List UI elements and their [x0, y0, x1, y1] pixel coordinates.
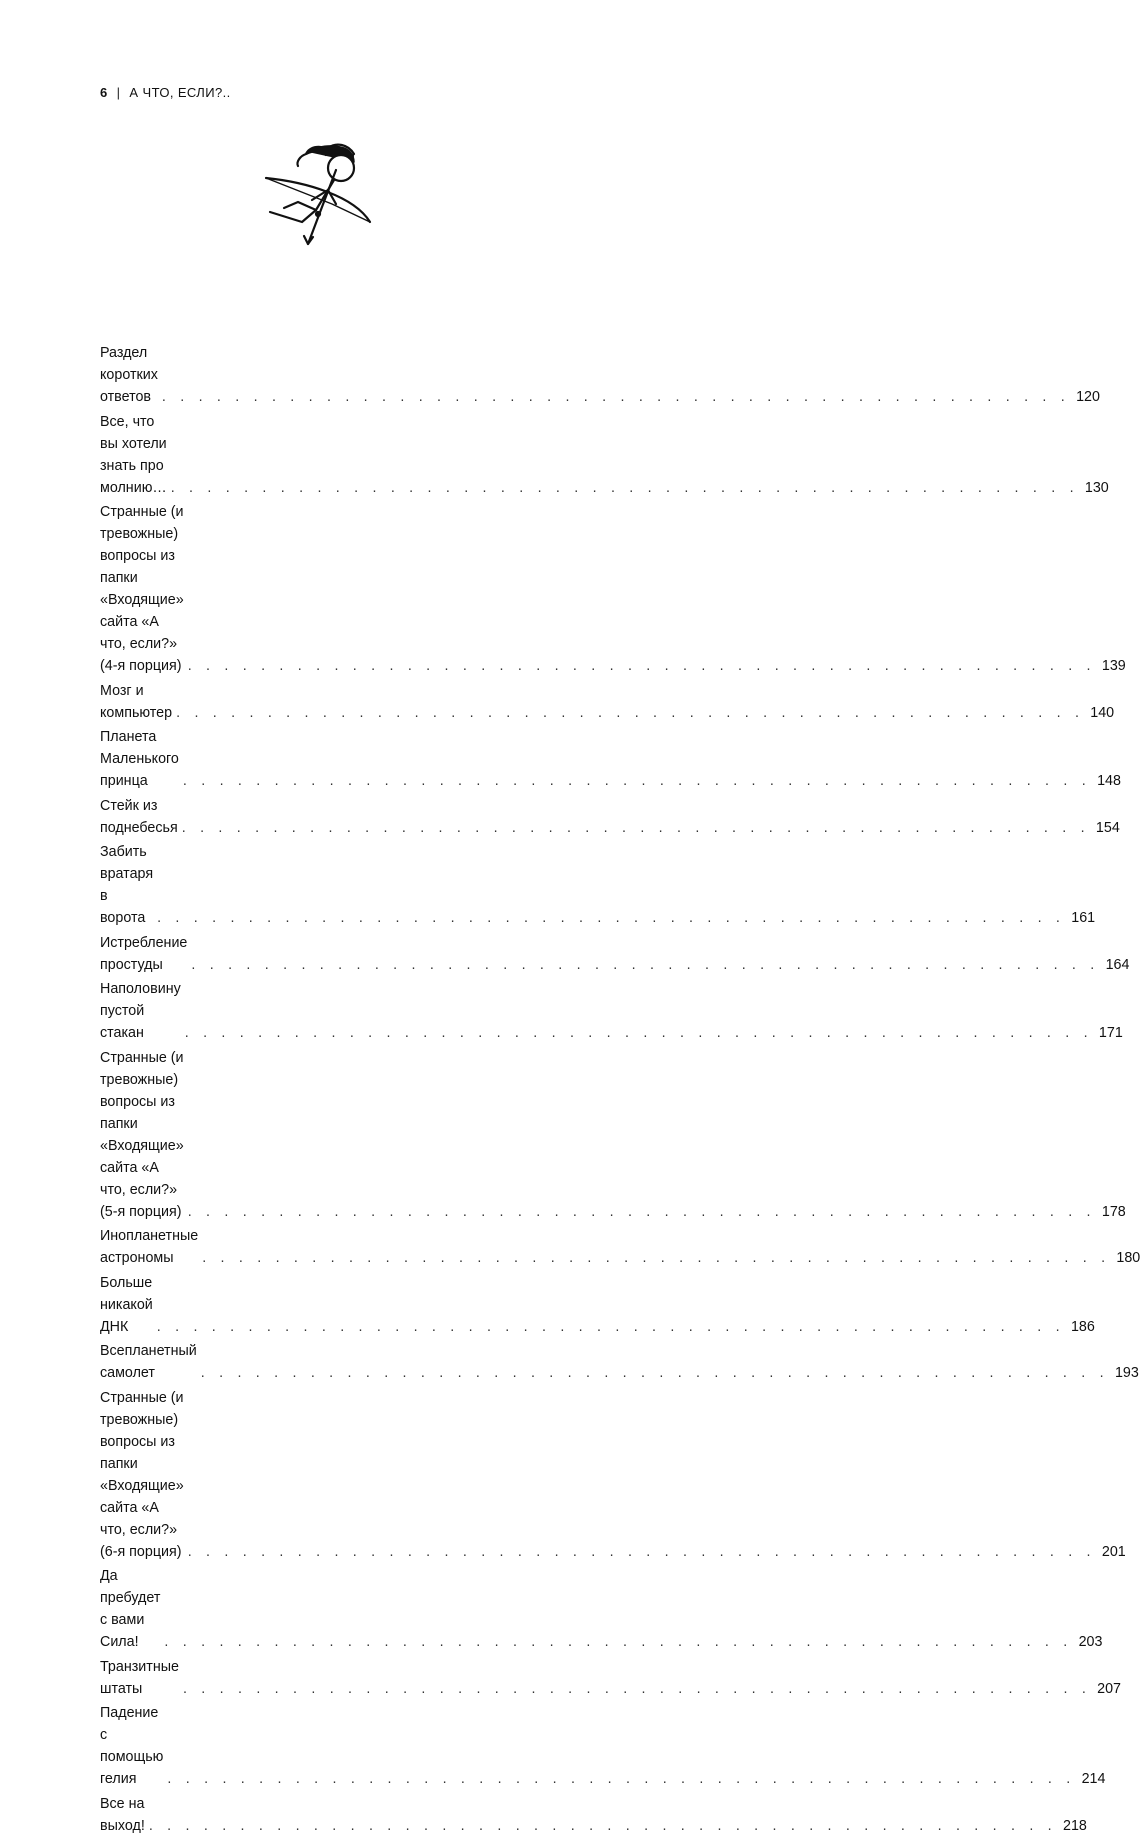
toc-entry	[100, 1225, 1140, 1269]
toc-entry	[100, 501, 1126, 677]
toc-dot-leader: . . . . . . . . . . . . . . . . . . . . . . . . . . . . . . . . . . . . . . . . . . . . . . . . . .	[161, 389, 1070, 405]
toc-entry	[100, 795, 1120, 839]
toc-entry	[100, 1272, 1095, 1338]
toc-entry-page: 161	[1071, 910, 1096, 926]
toc-dot-leader: . . . . . . . . . . . . . . . . . . . . . . . . . . . . . . . . . . . . . . . . . . . . . . . . . .	[176, 704, 1085, 721]
toc-dot-leader: . . . . . . . . . . . . . . . . . . . . . . . . . . . . . . . . . . . . . . . . . . . . . . . . . .	[181, 819, 1090, 836]
toc-entry-page: 203	[1078, 1634, 1103, 1650]
toc-dot-leader: . . . . . . . . . . . . . . . . . . . . . . . . . . . . . . . . . . . . . . . . . . . . . . . . . .	[148, 1817, 1057, 1834]
toc-entry-title: Планета Маленького принца	[100, 729, 179, 789]
toc-dot-leader: . . . . . . . . . . . . . . . . . . . . . . . . . . . . . . . . . . . . . . . . . . . . . . . . . .	[187, 658, 1096, 674]
toc-dot-leader: . . . . . . . . . . . . . . . . . . . . . . . . . . . . . . . . . . . . . . . . . . . . . . . . . .	[184, 1025, 1093, 1041]
stick-figure-archer-illustration	[236, 130, 386, 255]
toc-entry-title: Больше никакой ДНК	[100, 1274, 153, 1335]
toc-entry-page: 193	[1114, 1365, 1139, 1381]
toc-entry	[100, 342, 1100, 408]
toc-entry	[100, 978, 1123, 1044]
toc-entry-title: Раздел коротких ответов	[100, 345, 158, 405]
toc-dot-leader: . . . . . . . . . . . . . . . . . . . . . . . . . . . . . . . . . . . . . . . . . . . . . . . . . .	[167, 1771, 1076, 1787]
toc-entry-title: Все на выход!	[100, 1795, 145, 1834]
toc-dot-leader: . . . . . . . . . . . . . . . . . . . . . . . . . . . . . . . . . . . . . . . . . . . . . . . . . .	[202, 1250, 1111, 1266]
toc-entry-title: Все, что вы хотели знать про молнию…	[100, 413, 167, 496]
running-head	[100, 85, 231, 100]
toc-entry-page: 178	[1101, 1203, 1126, 1220]
toc-entry-page: 214	[1081, 1771, 1106, 1787]
page-number: 6	[100, 85, 108, 100]
toc-entry	[100, 1340, 1139, 1384]
toc-entry-title: Мозг и компьютер	[100, 682, 173, 721]
toc-entry-page: 120	[1076, 389, 1100, 405]
toc-entry-title: Инопланетные астрономы	[100, 1228, 199, 1266]
toc-entry-page: 180	[1116, 1250, 1140, 1266]
toc-dot-leader: . . . . . . . . . . . . . . . . . . . . . . . . . . . . . . . . . . . . . . . . . . . . . . . . . .	[191, 956, 1100, 973]
toc-entry	[100, 1793, 1087, 1837]
toc-entry-title: Наполовину пустой стакан	[100, 981, 181, 1041]
toc-entry	[100, 411, 1109, 499]
toc-dot-leader: . . . . . . . . . . . . . . . . . . . . . . . . . . . . . . . . . . . . . . . . . . . . . . . . . .	[164, 1634, 1073, 1650]
toc-entry	[100, 932, 1130, 976]
toc-entry-title: Транзитные штаты	[100, 1658, 179, 1697]
toc-entry-page: 148	[1097, 773, 1121, 789]
toc-entry	[100, 1387, 1126, 1563]
toc-entry-page: 154	[1095, 819, 1120, 836]
toc-entry	[100, 1047, 1126, 1223]
toc-entry	[100, 1565, 1103, 1653]
toc-dot-leader: . . . . . . . . . . . . . . . . . . . . . . . . . . . . . . . . . . . . . . . . . . . . . . . . . .	[156, 1318, 1065, 1335]
toc-entry-page: 201	[1101, 1543, 1126, 1560]
toc-dot-leader: . . . . . . . . . . . . . . . . . . . . . . . . . . . . . . . . . . . . . . . . . . . . . . . . . .	[200, 1365, 1109, 1381]
toc-entry-page: 130	[1084, 479, 1109, 496]
toc-dot-leader: . . . . . . . . . . . . . . . . . . . . . . . . . . . . . . . . . . . . . . . . . . . . . . . . . .	[157, 910, 1066, 926]
toc-entry-title: Да пребудет с вами Сила!	[100, 1568, 161, 1650]
toc-entry-page: 164	[1105, 956, 1130, 973]
toc-entry-page: 139	[1101, 658, 1126, 674]
toc-entry-title: Падение с помощью гелия	[100, 1705, 164, 1787]
toc-entry-page: 218	[1063, 1817, 1087, 1834]
toc-entry-title: Стейк из поднебесья	[100, 797, 178, 836]
toc-entry-title: Всепланетный самолет	[100, 1343, 197, 1381]
toc-entry-title: Странные (и тревожные) вопросы из папки «Входящие» сайта «А что, если?» (5-я порция)	[100, 1049, 184, 1220]
header-separator: |	[116, 85, 121, 100]
toc-dot-leader: . . . . . . . . . . . . . . . . . . . . . . . . . . . . . . . . . . . . . . . . . . . . . . . . . .	[187, 1203, 1096, 1220]
toc-entry-page: 186	[1070, 1318, 1095, 1335]
toc-dot-leader: . . . . . . . . . . . . . . . . . . . . . . . . . . . . . . . . . . . . . . . . . . . . . . . . . .	[182, 1680, 1091, 1697]
toc-entry	[100, 1702, 1106, 1790]
table-of-contents	[100, 342, 1140, 1839]
toc-entry-title: Истребление простуды	[100, 934, 188, 973]
toc-entry-page: 140	[1090, 704, 1115, 721]
toc-entry-page: 171	[1098, 1025, 1123, 1041]
toc-entry	[100, 841, 1096, 929]
toc-entry	[100, 726, 1121, 792]
toc-entry-title: Забить вратаря в ворота	[100, 844, 154, 926]
toc-dot-leader: . . . . . . . . . . . . . . . . . . . . . . . . . . . . . . . . . . . . . . . . . . . . . . . . . .	[170, 479, 1079, 496]
book-title: А ЧТО, ЕСЛИ?..	[129, 85, 231, 100]
toc-entry-title: Странные (и тревожные) вопросы из папки «Входящие» сайта «А что, если?» (4-я порция)	[100, 504, 184, 674]
toc-entry	[100, 1656, 1121, 1700]
toc-entry	[100, 680, 1115, 724]
toc-entry-page: 207	[1097, 1680, 1121, 1697]
toc-dot-leader: . . . . . . . . . . . . . . . . . . . . . . . . . . . . . . . . . . . . . . . . . . . . . . . . . .	[187, 1543, 1096, 1560]
toc-entry-title: Странные (и тревожные) вопросы из папки «Входящие» сайта «А что, если?» (6-я порция)	[100, 1389, 184, 1560]
toc-dot-leader: . . . . . . . . . . . . . . . . . . . . . . . . . . . . . . . . . . . . . . . . . . . . . . . . . .	[182, 773, 1091, 789]
